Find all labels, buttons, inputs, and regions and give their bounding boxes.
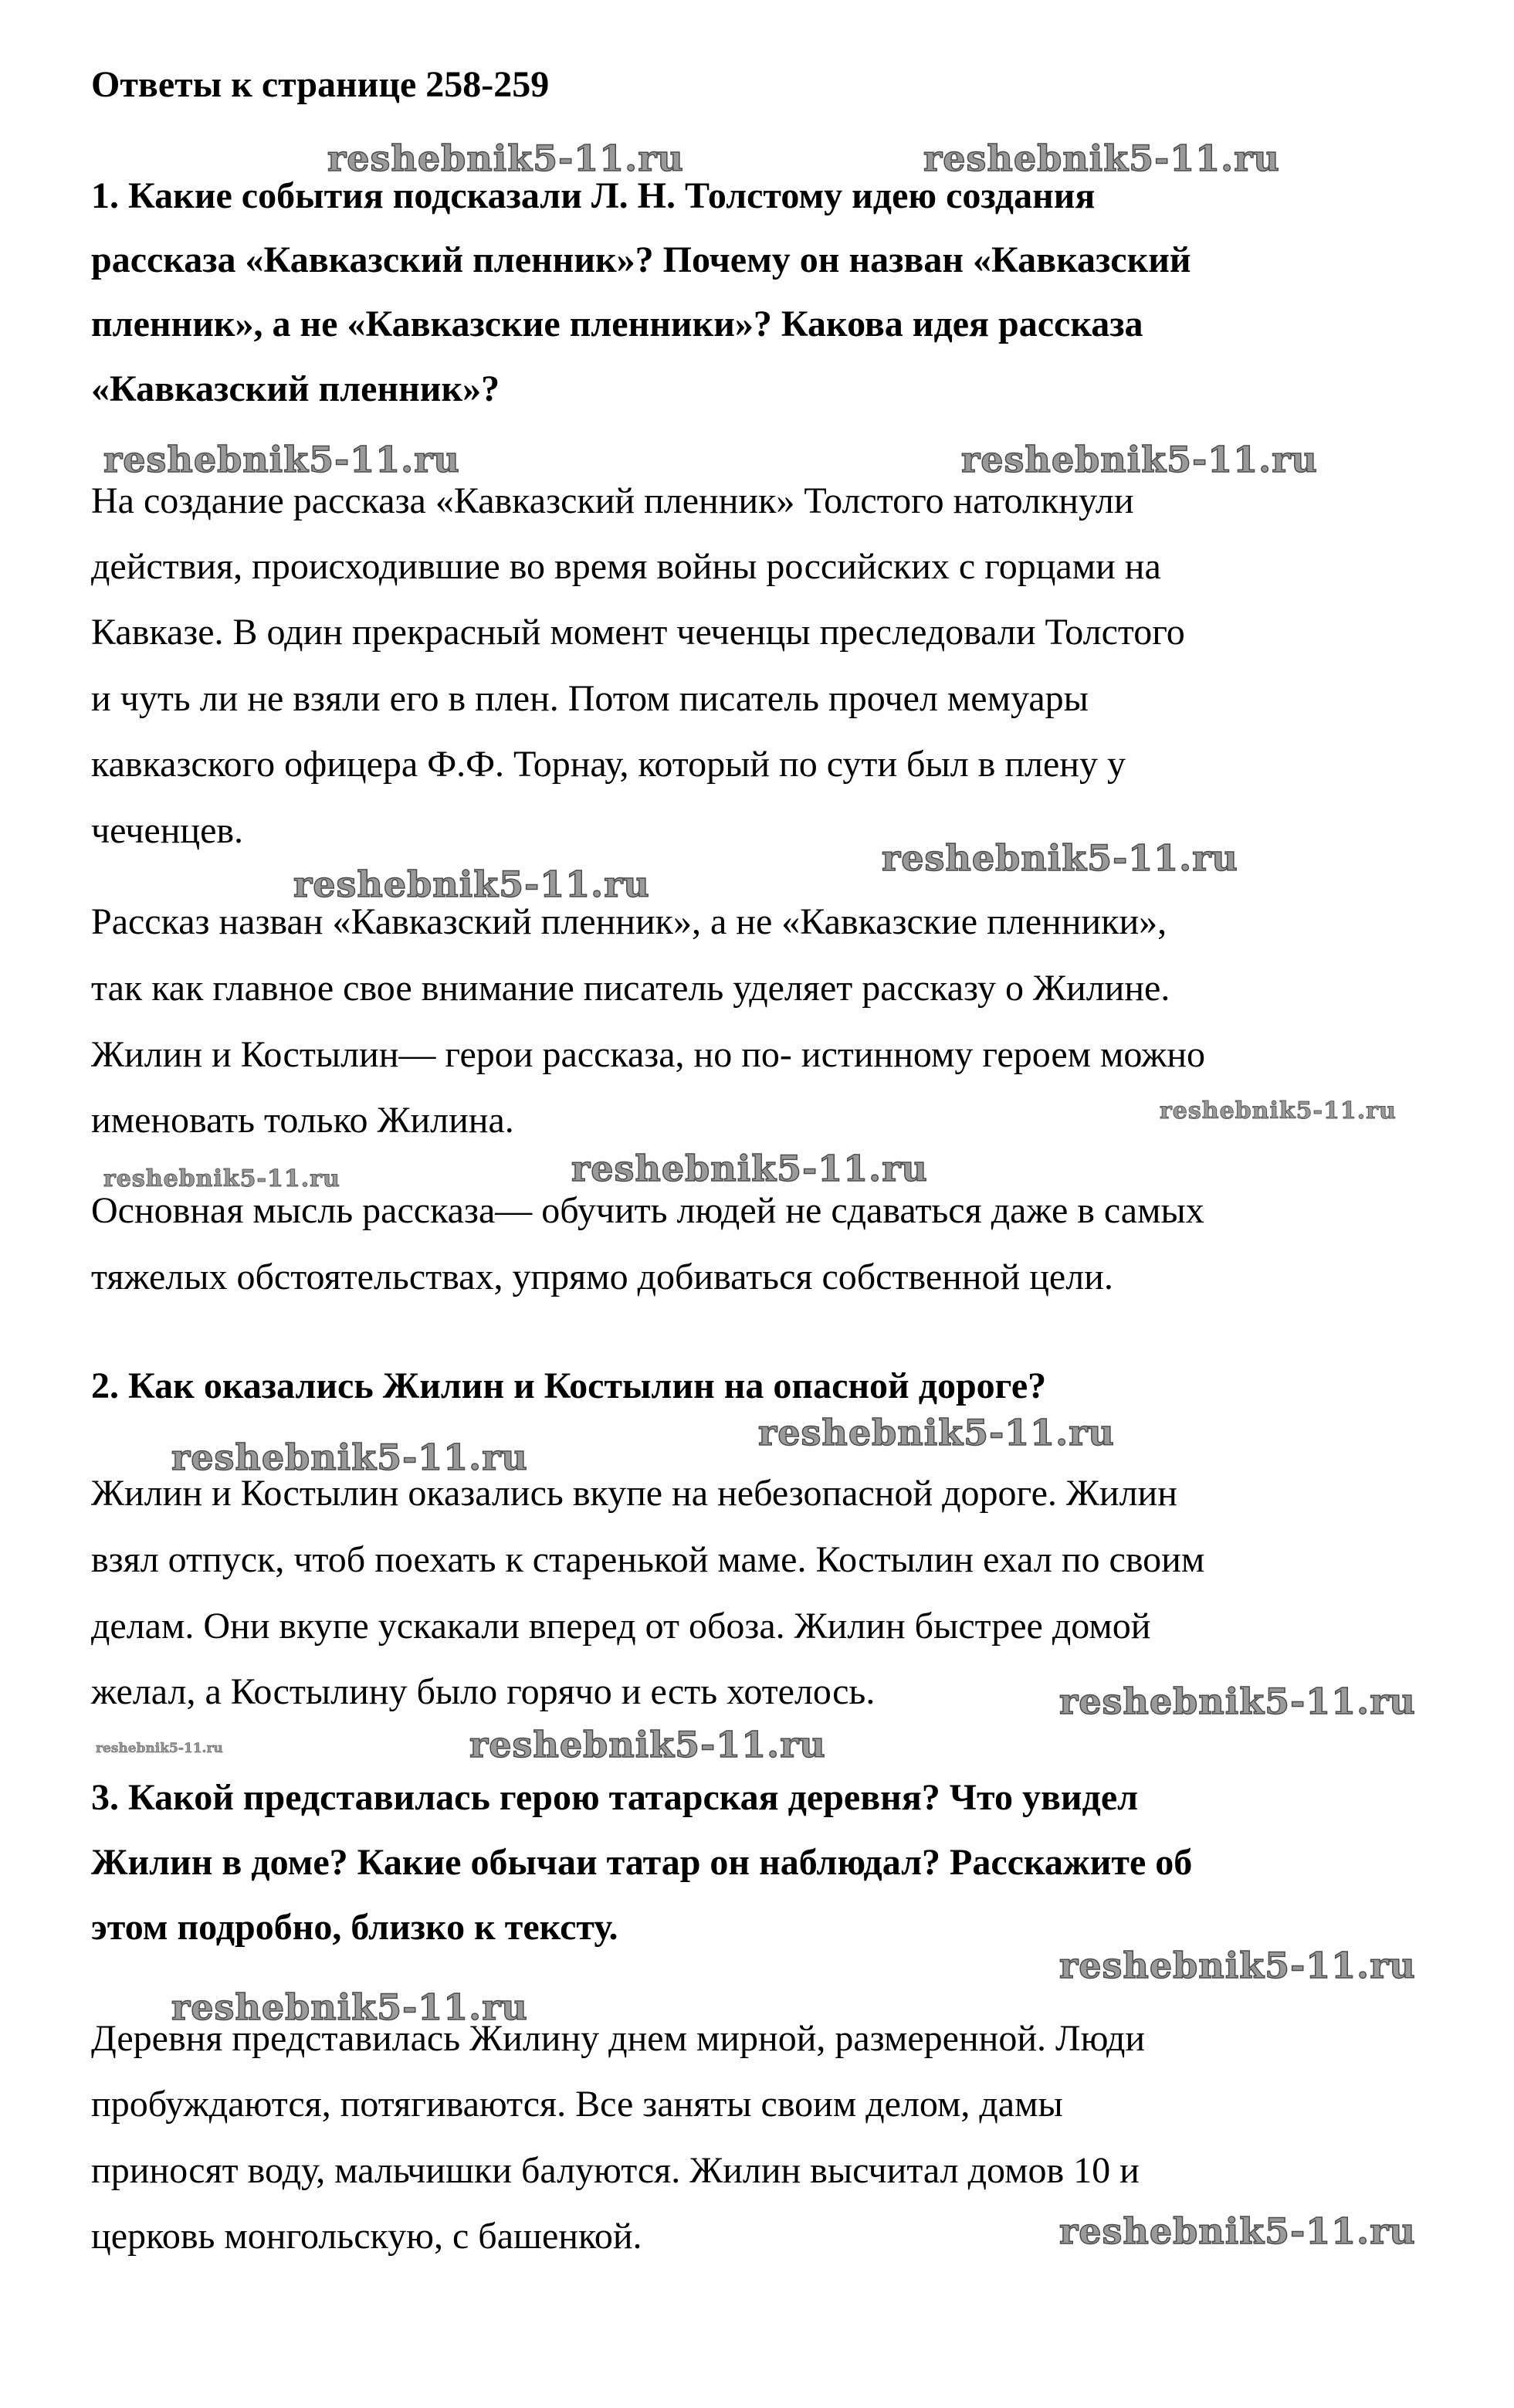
answer-2-line-1: Жилин и Костылин оказались вкупе на небезопасной дороге. Жилин — [91, 1473, 1177, 1514]
answer-3-line-4: церковь монгольскую, с башенкой. — [91, 2216, 642, 2257]
answer-1-p1-line-1: На создание рассказа «Кавказский пленник» Толстого натолкнули — [91, 480, 1134, 521]
answer-1-p1-line-5: кавказского офицера Ф.Ф. Торнау, который по сути был в плену у — [91, 744, 1126, 785]
watermark: reshebnik5-11.ru — [96, 1741, 223, 1756]
watermark: reshebnik5-11.ru — [469, 1724, 826, 1765]
question-1-line-4: «Кавказский пленник»? — [91, 368, 500, 409]
answer-1-p3-line-2: тяжелых обстоятельствах, упрямо добиваться собственной цели. — [91, 1257, 1113, 1297]
watermark: reshebnik5-11.ru — [923, 137, 1280, 179]
answer-1-p2-line-2: так как главное свое внимание писатель уделяет рассказу о Жилине. — [91, 968, 1170, 1009]
question-3-line-1: 3. Какой представилась герою татарская деревня? Что увидел — [91, 1777, 1139, 1818]
answer-1-p1-line-3: Кавказе. В один прекрасный момент чеченцы преследовали Толстого — [91, 612, 1185, 653]
answer-2-line-4: желал, а Костылину было горячо и есть хотелось. — [91, 1671, 876, 1712]
question-2-line-1: 2. Как оказались Жилин и Костылин на опасной дороге? — [91, 1365, 1047, 1406]
answer-1-p2-line-1: Рассказ назван «Кавказский пленник», а не «Кавказские пленники», — [91, 901, 1167, 942]
watermark: reshebnik5-11.ru — [103, 439, 460, 480]
watermark: reshebnik5-11.ru — [1059, 2210, 1416, 2252]
answer-1-p3-line-1: Основная мысль рассказа— обучить людей не сдаваться даже в самых — [91, 1190, 1204, 1231]
watermark: reshebnik5-11.ru — [327, 137, 684, 179]
watermark: reshebnik5-11.ru — [882, 837, 1238, 879]
watermark: reshebnik5-11.ru — [571, 1148, 928, 1189]
watermark: reshebnik5-11.ru — [758, 1412, 1115, 1453]
question-1-line-3: пленник», а не «Кавказские пленники»? Какова идея рассказа — [91, 304, 1143, 344]
answer-3-line-3: приносят воду, мальчишки балуются. Жилин высчитал домов 10 и — [91, 2150, 1140, 2191]
answer-1-p2-line-4: именовать только Жилина. — [91, 1100, 514, 1141]
watermark: reshebnik5-11.ru — [1160, 1097, 1397, 1124]
question-3-line-3: этом подробно, близко к тексту. — [91, 1907, 618, 1948]
question-3-line-2: Жилин в доме? Какие обычаи татар он наблюдал? Расскажите об — [91, 1842, 1193, 1883]
answer-1-p1-line-2: действия, происходившие во время войны российских с горцами на — [91, 546, 1161, 587]
question-1-line-2: рассказа «Кавказский пленник»? Почему он назван «Кавказский — [91, 239, 1191, 280]
watermark: reshebnik5-11.ru — [1059, 1681, 1416, 1722]
watermark: reshebnik5-11.ru — [171, 1436, 528, 1478]
answer-1-p1-line-6: чеченцев. — [91, 810, 244, 851]
watermark: reshebnik5-11.ru — [961, 439, 1318, 480]
watermark: reshebnik5-11.ru — [1059, 1945, 1416, 1986]
watermark: reshebnik5-11.ru — [103, 1165, 340, 1192]
answer-2-line-3: делам. Они вкупе ускакали вперед от обоза. Жилин быстрее домой — [91, 1606, 1151, 1647]
answer-3-line-1: Деревня представилась Жилину днем мирной, размеренной. Люди — [91, 2018, 1146, 2059]
page-title: Ответы к странице 258-259 — [91, 64, 550, 105]
answer-3-line-2: пробуждаются, потягиваются. Все заняты своим делом, дамы — [91, 2084, 1063, 2125]
answer-1-p2-line-3: Жилин и Костылин— герои рассказа, но по- истинному героем можно — [91, 1034, 1206, 1075]
answer-1-p1-line-4: и чуть ли не взяли его в плен. Потом писатель прочел мемуары — [91, 678, 1089, 719]
answer-2-line-2: взял отпуск, чтоб поехать к старенькой маме. Костылин ехал по своим — [91, 1539, 1205, 1580]
question-1-line-1: 1. Какие события подсказали Л. Н. Толстому идею создания — [91, 175, 1096, 216]
watermark: reshebnik5-11.ru — [171, 1986, 528, 2028]
watermark: reshebnik5-11.ru — [293, 863, 650, 905]
